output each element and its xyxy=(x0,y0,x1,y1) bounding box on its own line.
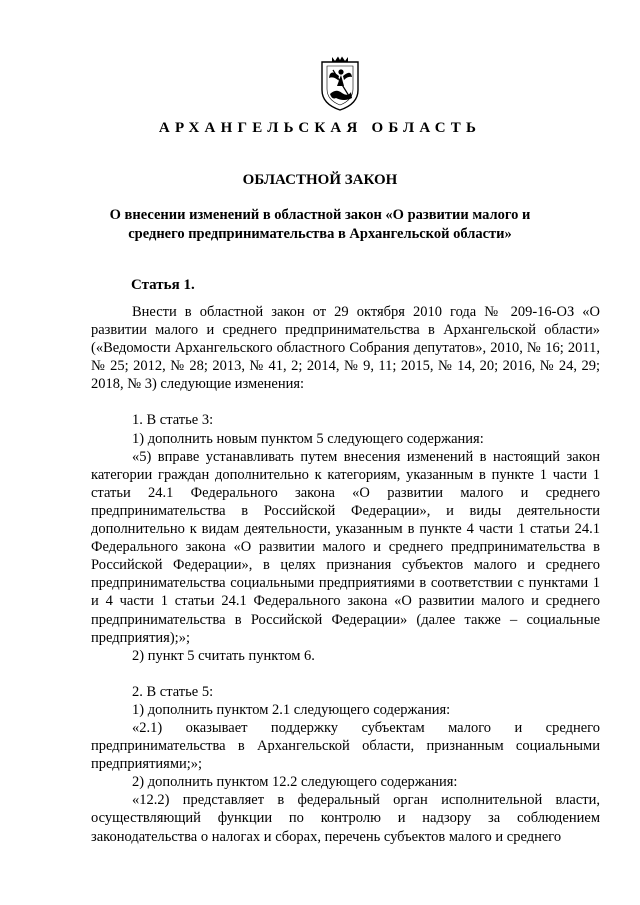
article-paragraph: 2. В статье 5: xyxy=(132,683,214,700)
article-paragraph: 1. В статье 3: xyxy=(132,412,214,429)
article-paragraph: 2) пункт 5 считать пунктом 6. xyxy=(132,647,315,664)
article-paragraph: 1) дополнить пунктом 2.1 следующего содержания: xyxy=(132,701,451,718)
article-paragraph: «12.2) представляет в федеральный орган исполнительной власти, осуществляющий функции по контролю и надзору за соблюдением законодательства о налогах и сборах, перечень субъектов малого и среднего xyxy=(91,792,600,845)
article-paragraph: 1) дополнить новым пунктом 5 следующего содержания: xyxy=(132,430,484,447)
archangel-coat-of-arms-icon xyxy=(318,56,362,112)
article-body xyxy=(91,303,600,846)
article-paragraph: «5) вправе устанавливать путем внесения изменений в настоящий закон категории граждан дополнительно к категориям, указанным в пункте 1 части 1 статьи 24.1 Федерального закона «О развитии малого и среднего предпринимательства в Российской Федерации», и виды деятельности дополнительно к видам деятельности, указанным в пункте 4 части 1 статьи 24.1 Федерального закона «О развитии малого и среднего предпринимательства в Российской Федерации», в целях признания субъектов малого и среднего предпринимательства социальными предприятиями в соответствии с пунктами 1 и 4 части 1 статьи 24.1 Федерального закона «О развитии малого и среднего предпринимательства в Российской Федерации» (далее также – социальные предприятия);»; xyxy=(91,448,600,646)
article-paragraph: «2.1) оказывает поддержку субъектам малого и среднего предпринимательства в Архангельской области, признанным социальными предприятиями;»; xyxy=(91,719,600,773)
article-paragraph: 2) дополнить пунктом 12.2 следующего содержания: xyxy=(132,774,458,791)
law-title: О внесении изменений в областной закон «О развитии малого и среднего предпринимательства в Архангельской области» xyxy=(109,207,531,242)
article-paragraph: Внести в областной закон от 29 октября 2010 года № 209-16-ОЗ «О развитии малого и среднего предпринимательства в Архангельской области» («Ведомости Архангельского областного Собрания депутатов», 2010, № 16; 2011, № 25; 2012, № 28; 2013, № 41, 2; 2014, № 9, 11; 2015, № 14, 20; 2016, № 24, 29; 2018, № 3) следующие изменения: xyxy=(91,304,600,393)
region-name: АРХАНГЕЛЬСКАЯ ОБЛАСТЬ xyxy=(158,120,482,136)
article-heading: Статья 1. xyxy=(131,277,195,293)
law-type-heading: ОБЛАСТНОЙ ЗАКОН xyxy=(242,172,398,188)
